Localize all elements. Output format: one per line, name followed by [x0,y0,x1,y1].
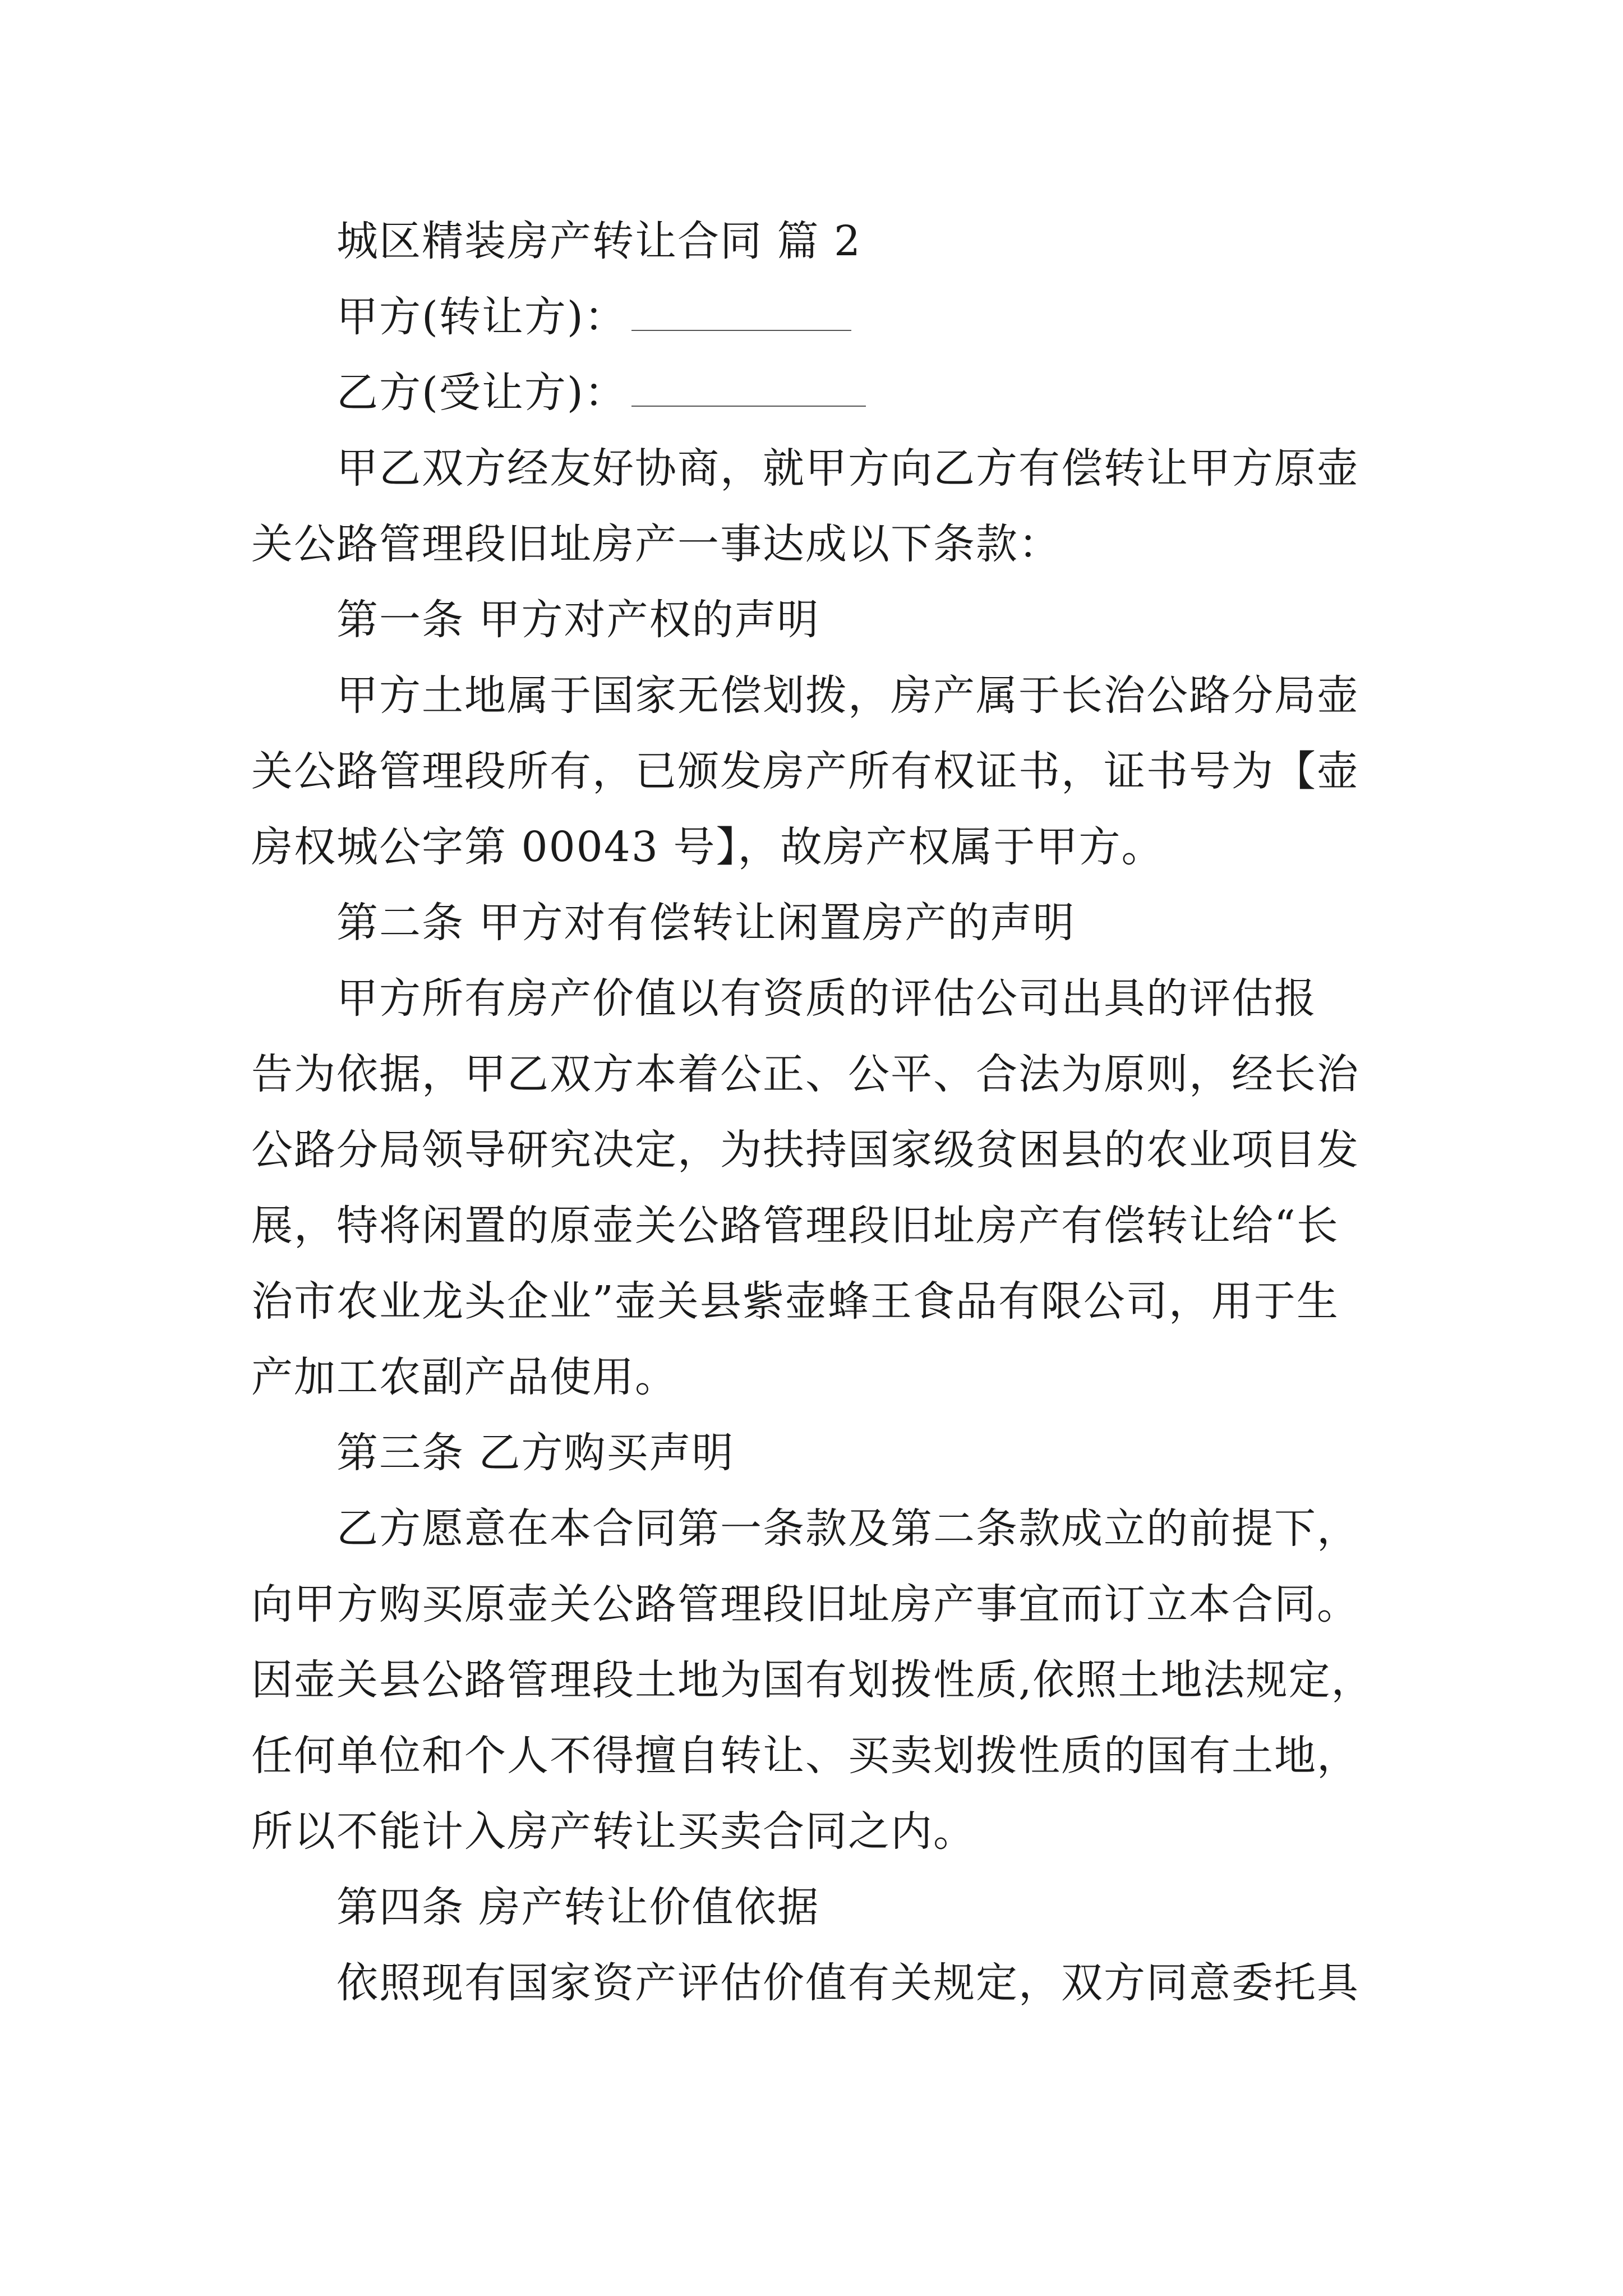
article3-line-2: 向甲方购买原壶关公路管理段旧址房产事宜而订立本合同。 [251,1580,1359,1628]
party-a-label: 甲方(转让方)： [336,293,627,341]
article2-line-3: 公路分局领导研究决定，为扶持国家级贫困县的农业项目发 [251,1126,1359,1174]
article1-line-3: 房权城公字第 00043 号】，故房产权属于甲方。 [251,823,1164,871]
article2-line-2: 告为依据，甲乙双方本着公正、公平、合法为原则，经长治 [251,1050,1359,1098]
article3-line-4: 任何单位和个人不得擅自转让、买卖划拨性质的国有土地， [251,1732,1359,1780]
party-a-line [336,292,851,342]
article2-heading: 第二条 甲方对有偿转让闲置房产的声明 [336,899,1076,947]
intro-line-2: 关公路管理段旧址房产一事达成以下条款： [251,520,1061,568]
document-title: 城区精装房产转让合同 篇 2 [336,217,862,265]
article2-line-4: 展，特将闲置的原壶关公路管理段旧址房产有偿转让给“长 [251,1202,1339,1250]
article1-line-2: 关公路管理段所有，已颁发房产所有权证书，证书号为【壶 [251,747,1359,795]
party-b-line [336,367,866,418]
article3-line-3: 因壶关县公路管理段土地为国有划拨性质,依照土地法规定， [251,1656,1374,1704]
party-b-blank [631,371,866,407]
article1-heading: 第一条 甲方对产权的声明 [336,596,820,644]
article3-line-5: 所以不能计入房产转让买卖合同之内。 [251,1807,976,1856]
article3-heading: 第三条 乙方购买声明 [336,1429,735,1477]
article2-line-6: 产加工农副产品使用。 [251,1353,677,1401]
article1-line-1: 甲方土地属于国家无偿划拨，房产属于长治公路分局壶 [336,671,1359,720]
party-a-blank [631,295,851,331]
intro-line-1: 甲乙双方经友好协商，就甲方向乙方有偿转让甲方原壶 [336,444,1359,493]
article3-line-1: 乙方愿意在本合同第一条款及第二条款成立的前提下， [336,1504,1359,1553]
article4-heading: 第四条 房产转让价值依据 [336,1883,820,1931]
party-b-label: 乙方(受让方)： [336,369,627,417]
article2-line-5: 治市农业龙头企业”壶关县紫壶蜂王食品有限公司，用于生 [251,1277,1339,1326]
article4-line-1: 依照现有国家资产评估价值有关规定，双方同意委托具 [336,1959,1359,2007]
article2-line-1: 甲方所有房产价值以有资质的评估公司出具的评估报 [336,974,1317,1023]
